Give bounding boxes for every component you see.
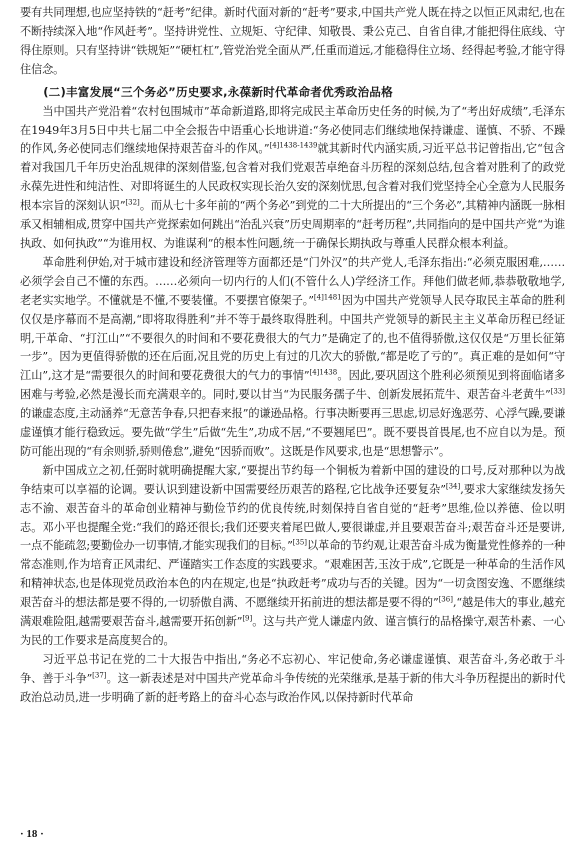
citation-marker: [9] — [242, 614, 253, 623]
paragraph-text: 习近平总书记在党的二十大报告中指出,“务必不忘初心、牢记使命,务必谦虚谨慎、艰苦奋斗,务必敢于斗争、善于斗争” — [20, 652, 565, 685]
citation-marker: [4]1438-1439 — [269, 141, 318, 150]
paragraph-text: 新中国成立之初,任弼时就明确提醒大家,“要提出节约每一个铜板为着新中国的建设的口号,反对那种以为战争结束可以享福的论调。要认识到建设新中国需要经历艰苦的路程,它比战争还要复杂” — [20, 463, 565, 496]
citation-marker: [33] — [550, 387, 565, 396]
article-body — [20, 4, 565, 708]
paragraph-text: 当中国共产党沿着“农村包围城市”革命新道路,即将完成民主革命历史任务的时候,为了“考出好成绩”,毛泽东在1949年3月5日中共七届二中全会报告中语重心长地讲道:“务必使同志们继续地保持谦虚、谨慎、不骄、不躁的作风,务必使同志们继续地保持艰苦奋斗的作风。” — [20, 104, 565, 156]
paragraph-text: 革命胜利伊始,对于城市建设和经济管理等方面都还是“门外汉”的共产党人,毛泽东指出:“必须克服困难,……必须学会自己不懂的东西。……必须向一切内行的人们(不管什么人)学经济工作。拜他们做老师,恭恭敬敬地学,老老实实地学。不懂就是不懂,不要装懂。不要摆官僚架子。” — [20, 255, 565, 307]
citation-marker: [34] — [445, 482, 461, 491]
paragraph-text: 。因此,要巩固这个胜利必须预见到将面临诸多困难与考验,必然是漫长而充满艰辛的。同时,要以甘当“为民服务孺子牛、创新发展拓荒牛、艰苦奋斗老黄牛” — [20, 369, 565, 402]
paragraph-text: 要有共同理想,也应坚持铁的“赶考”纪律。新时代面对新的“赶考”要求,中国共产党人既在持之以恒正风肃纪,也在不断持续深入地“作风赶考”。坚持讲党性、立规矩、守纪律、知敬畏、秉公克己、自省自律,才能把得住底线、守得住原则。只有坚持讲“铁规矩”“硬杠杠”,管党治党全面从严,任重而道远,才能稳得住立场、经得起考验,才能守得住信念。 — [20, 6, 565, 76]
paragraph — [20, 103, 565, 254]
paragraph — [20, 651, 565, 708]
paragraph-text: ,“越是伟大的事业,越充满艰难险阻,越需要艰苦奋斗,越需要开拓创新” — [20, 596, 565, 629]
section-heading: (二)丰富发展“三个务必”历史要求,永葆新时代革命者优秀政治品格 — [43, 84, 393, 99]
paragraph-text: 。而从七十多年前的“两个务必”到党的二十大所提出的“三个务必”,其精神内涵既一脉相承又相辅相成,贯穿中国共产党探索如何跳出“治乱兴衰”历史周期率的“赶考历程”,共同指向的是中国共产党“为谁执政、如何执政”“为谁用权、为谁谋利”的根本性问题,统一于确保长期执政与尊重人民群众根本利益。 — [20, 199, 565, 250]
citation-marker: [4]1438 — [309, 368, 338, 377]
paragraph-text: 以革命的节约观,让艰苦奋斗成为衡量党性修养的一种常态准则,作为培育正风肃纪、严谨踏实工作态度的实践要求。“艰难困苦,玉汝于成”,它既是一种革命的生活作风和精神状态,也是体现党员政治本色的内在规定,也是“执政赶考”成功与否的关键。因为“一切贪图安逸、不愿继续艰苦奋斗的想法都是要不得的,一切骄傲自满、不愿继续开拓前进的想法都是要不得的” — [20, 539, 565, 610]
paragraph-text: 因为中国共产党领导人民夺取民主革命的胜利仅仅是序幕而不是高潮,“即将取得胜利”并不等于最终取得胜利。中国共产党领导的新民主主义革命历程已经证明,干革命、“打江山”“不要很久的时间和不要花费很大的气力”是确定了的,也不值得骄傲,这仅仅是“万里长征第一步”。因为更值得骄傲的还在后面,况且党的历史上有过的几次大的骄傲,“都是吃了亏的”。真正难的是如何“守江山”,这才是“需要很久的时间和要花费很大的气力的事情” — [20, 293, 565, 383]
paragraph-text: 。这一新表述是对中国共产党革命斗争传统的光荣继承,是基于新的伟大斗争历程提出的新时代政治总动员,进一步明确了新的赶考路上的奋斗心态与政治作风,以保持新时代革命 — [20, 671, 565, 704]
citation-marker: [36] — [438, 595, 453, 604]
citation-marker: [4]1481 — [313, 292, 342, 301]
citation-marker: [35] — [292, 538, 308, 547]
citation-marker: [32] — [125, 198, 140, 207]
citation-marker: [37] — [92, 671, 107, 680]
paragraph-text: 。这与共产党人谦虚内敛、谨言慎行的品格操守,艰苦朴素、一心为民的工作要求是高度契合的。 — [20, 615, 565, 647]
page-number: · 18 · — [20, 828, 44, 840]
paragraph — [20, 4, 565, 80]
paragraph-text: 就其新时代内涵实质,习近平总书记曾指出,它“包含着对我国几千年历史治乱规律的深刻借鉴,包含着对我们党艰苦卓绝奋斗历程的深刻总结,包含着对胜利了的政党永葆先进性和纯洁性、对即将诞生的人民政权实现长治久安的深刻忧思,包含着对我们党坚持全心全意为人民服务根本宗旨的深刻认识” — [20, 142, 566, 213]
paragraph-text: ,要求大家继续发扬矢志不渝、艰苦奋斗的革命创业精神与勤俭节约的优良传统,时刻保持自省自觉的“赶考”思维,俭以养德、俭以明志。邓小平也提醒全党:“我们的路还很长;我们还要夹着尾巴做人,要很谦虚,并且要艰苦奋斗;艰苦奋斗还是要讲,一点不能疏忽;要勤俭办一切事情,才能实现我们的目标。” — [20, 482, 565, 553]
paragraph — [20, 462, 565, 651]
paragraph — [20, 254, 565, 462]
paragraph-text: 的谦虚态度,主动涵养“无意苦争春,只把春来报”的谦逊品格。行事决断要再三思虑,切忌好逸恶劳、心浮气躁,要谦虚谨慎才能行稳致远。要先做“学生”后做“先生”,功成不居,“不要翘尾巴”。既不要畏首畏尾,也不应自以为是。预防可能出现的“有余则骄,骄则倦怠”,避免“因骄而败”。这既是作风要求,也是“思想警示”。 — [20, 407, 565, 458]
